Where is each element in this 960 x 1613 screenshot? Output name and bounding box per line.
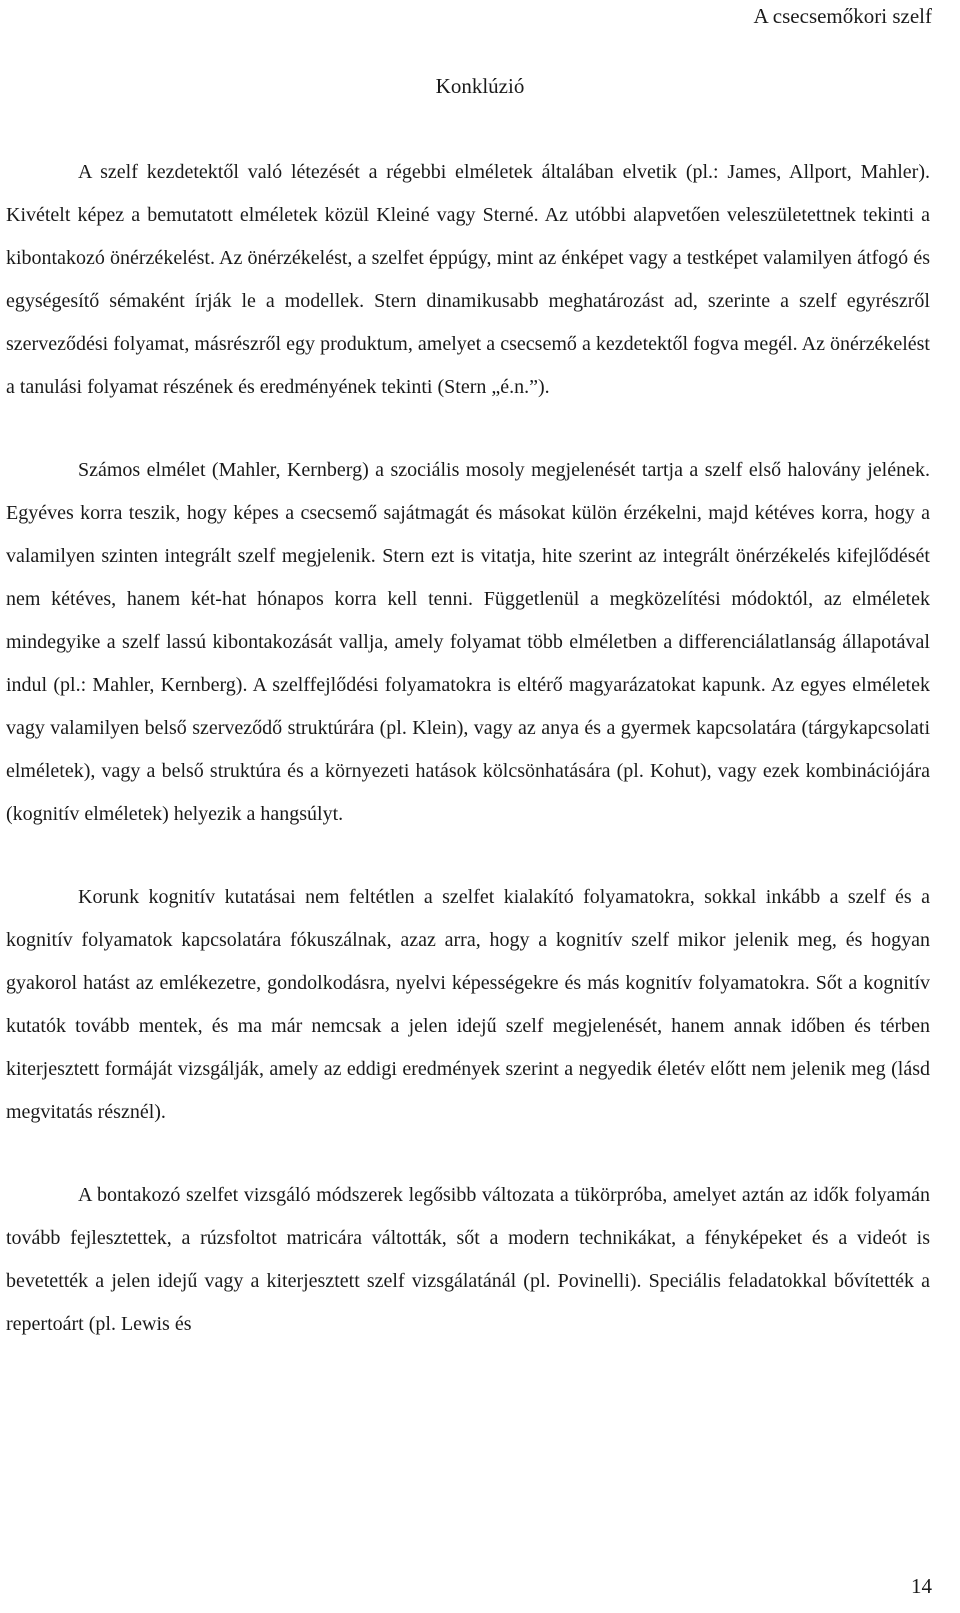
body-text <box>6 151 930 1346</box>
paragraph-2: Számos elmélet (Mahler, Kernberg) a szociális mosoly megjelenését tartja a szelf első halovány jelének. Egyéves korra teszik, hogy képes a csecsemő sajátmagát és másokat külön érzékelni, majd kétéves korra, hogy a valamilyen szinten integrált szelf megjelenik. Stern ezt is vitatja, hite szerint az integrált önérzékelés kifejlődését nem kétéves, hanem két-hat hónapos korra kell tenni. Függetlenül a megközelítési módoktól, az elméletek mindegyike a szelf lassú kibontakozását vallja, amely folyamat több elméletben a differenciálatlanság állapotával indul (pl.: Mahler, Kernberg). A szelffejlődési folyamatokra is eltérő magyarázatokat kapunk. Az egyes elméletek vagy valamilyen belső szerveződő struktúrára (pl. Klein), vagy az anya és a gyermek kapcsolatára (tárgykapcsolati elméletek), vagy a belső struktúra és a környezeti hatások kölcsönhatására (pl. Kohut), vagy ezek kombinációjára (kognitív elméletek) helyezik a hangsúlyt. <box>6 459 930 825</box>
section-title: Konklúzió <box>435 74 525 98</box>
paragraph-3: Korunk kognitív kutatásai nem feltétlen a szelfet kialakító folyamatokra, sokkal inkább a szelf és a kognitív folyamatok kapcsolatára fókuszálnak, azaz arra, hogy a kognitív szelf mikor jelenik meg, és hogyan gyakorol hatást az emlékezetre, gondolkodásra, nyelvi képességekre és más kognitív folyamatokra. Sőt a kognitív kutatók tovább mentek, és ma már nemcsak a jelen idejű szelf megjelenését, hanem annak időben és térben kiterjesztett formáját vizsgálják, amely az eddigi eredmények szerint a negyedik életév előtt nem jelenik meg (lásd megvitatás résznél). <box>6 886 930 1123</box>
running-header: A csecsemőkori szelf <box>753 4 932 28</box>
paragraph-1: A szelf kezdetektől való létezését a régebbi elméletek általában elvetik (pl.: James, Allport, Mahler). Kivételt képez a bemutatott elméletek közül Kleiné vagy Sterné. Az utóbbi alapvetően veleszületettnek tekinti a kibontakozó önérzékelést. Az önérzékelést, a szelfet éppúgy, mint az énképet vagy a testképet valamilyen átfogó és egységesítő sémaként írják le a modellek. Stern dinamikusabb meghatározást ad, szerinte a szelf egyrészről szerveződési folyamat, másrészről egy produktum, amelyet a csecsemő a kezdetektől fogva megél. Az önérzékelést a tanulási folyamat részének és eredményének tekinti (Stern „é.n.”). <box>6 161 930 398</box>
paragraph-4: A bontakozó szelfet vizsgáló módszerek legősibb változata a tükörpróba, amelyet aztán az idők folyamán tovább fejlesztettek, a rúzsfoltot matricára váltották, sőt a modern technikákat, a fényképeket és a videót is bevetették a jelen idejű vagy a kiterjesztett szelf vizsgálatánál (pl. Povinelli). Speciális feladatokkal bővítették a repertoárt (pl. Lewis és <box>6 1184 930 1335</box>
page-number: 14 <box>911 1574 932 1598</box>
